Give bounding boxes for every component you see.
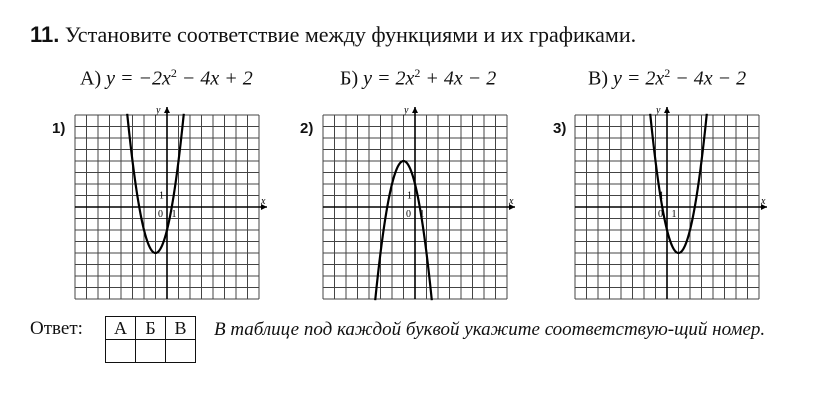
function-equation: y = 2x [363, 67, 415, 90]
task-number: 11. [30, 22, 60, 47]
function-power: 2 [170, 66, 177, 80]
origin-label: 0 [406, 209, 411, 220]
tick-label-one-y: 1 [159, 190, 164, 202]
function-b [340, 66, 496, 91]
answer-header-a: А [106, 317, 136, 340]
answer-instruction: В таблице под каждой буквой укажите соответствую-щий номер. [214, 319, 766, 340]
tick-label-one-x: 1 [419, 209, 425, 220]
function-tail: + 4x − 2 [420, 67, 497, 90]
tick-label-one-x: 1 [671, 209, 677, 220]
tick-label-one-x: 1 [171, 209, 177, 220]
y-axis-label: y [156, 105, 161, 116]
graph-1 [70, 103, 270, 303]
y-arrow-icon [664, 107, 670, 113]
x-axis-label: x [509, 196, 514, 207]
graph-3 [570, 103, 770, 303]
y-arrow-icon [164, 107, 170, 113]
answer-header-c: В [166, 317, 196, 340]
answer-table [105, 316, 196, 363]
answer-cell-a[interactable] [106, 340, 136, 363]
function-tail: − 4x − 2 [670, 67, 747, 90]
function-a [80, 66, 253, 91]
answer-header-b: Б [136, 317, 166, 340]
function-letter: Б) [340, 67, 359, 90]
y-axis-label: y [656, 105, 661, 116]
origin-label: 0 [658, 209, 663, 220]
function-equation: y = −2x [106, 67, 171, 90]
answer-cell-c[interactable] [166, 340, 196, 363]
function-power: 2 [664, 66, 671, 80]
answer-cell-b[interactable] [136, 340, 166, 363]
y-axis-label: y [404, 105, 409, 116]
y-arrow-icon [412, 107, 418, 113]
function-letter: В) [588, 67, 608, 90]
function-equation: y = 2x [613, 67, 665, 90]
tick-label-one-y: 1 [407, 190, 412, 202]
graph-3-label: 3) [553, 120, 567, 137]
origin-label: 0 [158, 209, 163, 220]
function-power: 2 [414, 66, 421, 80]
graph-2 [318, 103, 518, 303]
graph-2-label: 2) [300, 120, 314, 137]
answer-label: Ответ: [30, 318, 83, 339]
function-letter: А) [80, 67, 102, 90]
tick-label-one-y: 1 [659, 190, 664, 202]
function-tail: − 4x + 2 [176, 67, 253, 90]
graph-1-label: 1) [52, 120, 66, 137]
task-text: Установите соответствие между функциями и их графиками. [64, 22, 637, 47]
task-heading [30, 22, 636, 48]
x-axis-label: x [261, 196, 266, 207]
function-c [588, 66, 746, 91]
x-axis-label: x [761, 196, 766, 207]
